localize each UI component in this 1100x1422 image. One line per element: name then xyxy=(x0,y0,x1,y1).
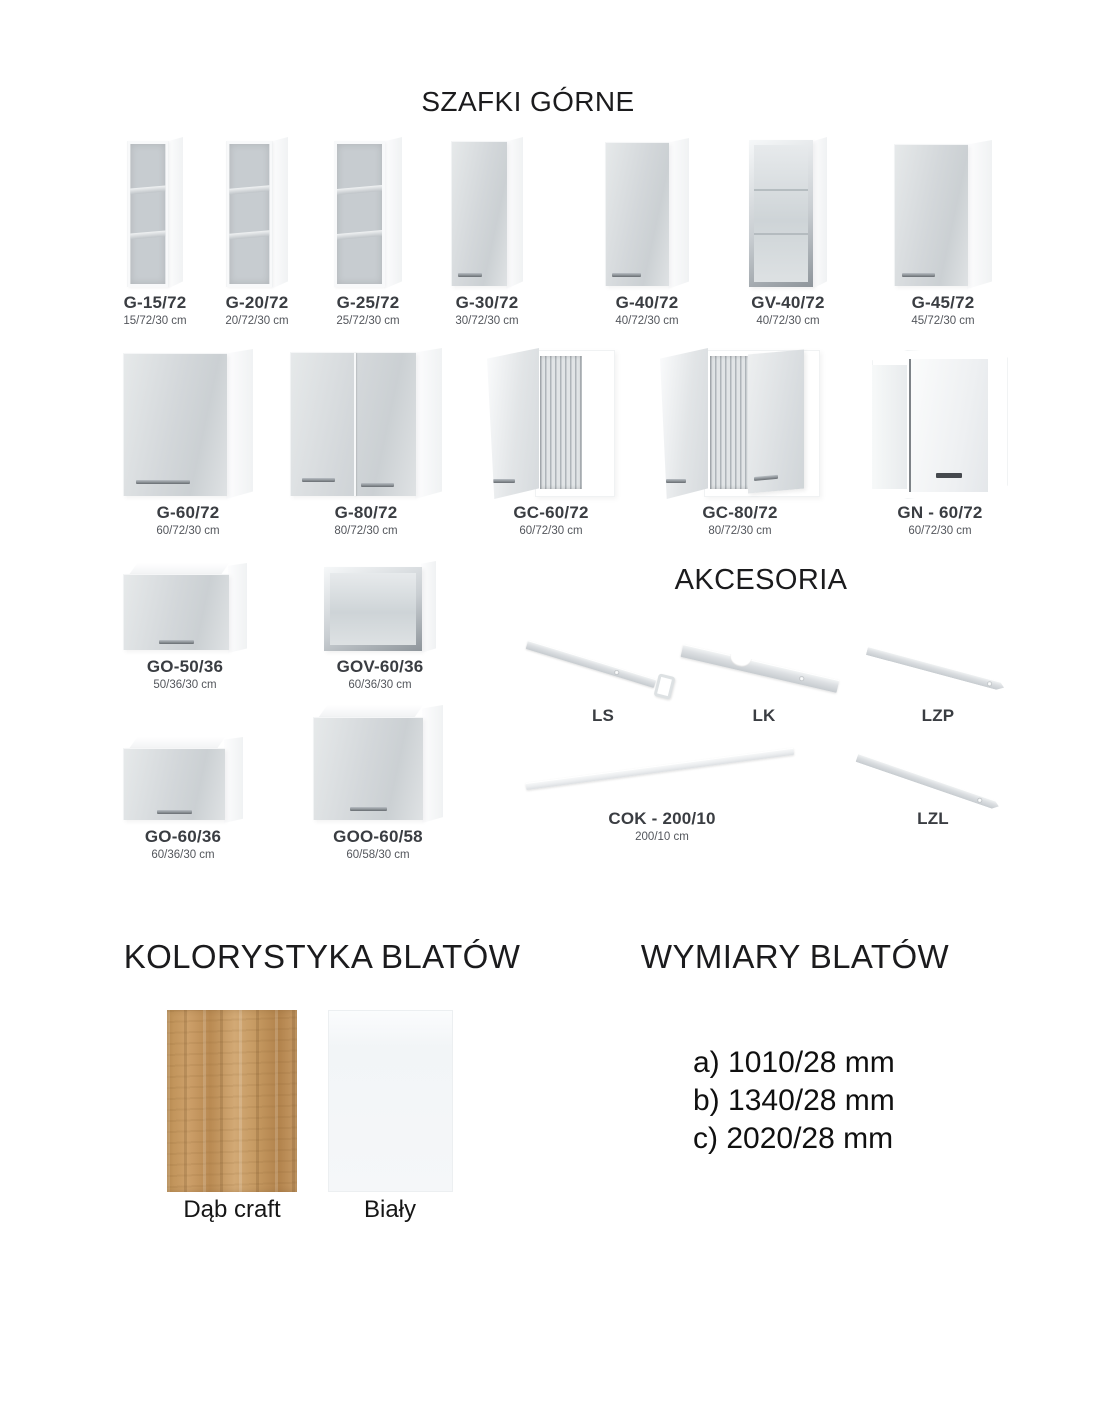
glass-shelf-line xyxy=(754,233,808,235)
accessory-code: LK xyxy=(752,706,776,725)
accessory-code: COK - 200/10 xyxy=(608,809,716,828)
accessory-card-lzp xyxy=(863,630,1013,726)
door-handle xyxy=(902,273,935,277)
flap-cabinet-render xyxy=(313,705,443,823)
door-handle xyxy=(159,640,195,644)
single-door-cabinet-render xyxy=(123,349,253,499)
single-door-cabinet-render xyxy=(894,140,992,289)
product-dimensions: 60/72/30 cm xyxy=(156,525,220,537)
cabinet-image xyxy=(324,559,436,653)
product-dimensions: 40/72/30 cm xyxy=(615,315,679,327)
accessories-title: AKCESORIA xyxy=(674,564,848,596)
upper-cabinets-title: SZAFKI GÓRNE xyxy=(421,86,635,117)
cabinet-side-panel xyxy=(668,138,689,289)
cabinet-image xyxy=(123,735,243,823)
cabinet-side-panel xyxy=(226,349,253,499)
cabinet-image xyxy=(605,133,689,289)
cabinet-image xyxy=(872,347,1008,499)
door-handle xyxy=(157,810,191,814)
product-code: GC-80/72 xyxy=(702,503,778,522)
cabinet-side-panel xyxy=(872,365,907,489)
flap-cabinet-render xyxy=(123,563,247,653)
screw-hole xyxy=(977,797,982,802)
worktop-profile-render xyxy=(853,747,1013,805)
product-card-gn-60-72 xyxy=(872,347,1008,537)
cabinet-image xyxy=(451,133,523,289)
single-door-cabinet-render xyxy=(451,137,523,289)
product-code: GN - 60/72 xyxy=(897,503,983,522)
product-code: G-45/72 xyxy=(911,293,975,312)
worktop-size-b: b) 1340/28 mm xyxy=(693,1084,895,1117)
accessory-card-ls xyxy=(525,630,681,726)
door-handle xyxy=(361,483,394,487)
worktop-dimensions-title: WYMIARY BLATÓW xyxy=(640,938,950,975)
worktop-color-swatch-white xyxy=(328,1010,453,1192)
product-code: G-20/72 xyxy=(225,293,289,312)
swatch-label-white: Biały xyxy=(363,1196,417,1223)
aluminum-door-frame xyxy=(324,567,422,651)
product-code: GOO-60/58 xyxy=(333,827,423,846)
cabinet-open-front xyxy=(226,141,272,287)
shelf xyxy=(130,186,165,195)
glass-shelf-line xyxy=(754,189,808,191)
shelf xyxy=(337,230,382,240)
product-code: G-40/72 xyxy=(615,293,679,312)
cabinet-side-panel xyxy=(167,137,183,289)
cabinet-side-panel xyxy=(421,561,436,653)
cabinet-image xyxy=(225,133,288,289)
cabinet-open-front xyxy=(127,141,168,287)
open-door-drainer-cabinet-render xyxy=(487,348,615,499)
worktop-color-swatch-oak xyxy=(167,1010,297,1192)
cabinet-image xyxy=(334,133,402,289)
cabinet-image xyxy=(487,347,615,499)
accessory-card-lzl xyxy=(853,745,1013,829)
product-card-g-30-72 xyxy=(451,133,523,327)
door-gap xyxy=(354,353,356,496)
worktop-profile-render xyxy=(678,632,850,702)
open-shelf-cabinet-render xyxy=(127,137,183,289)
cabinet-image xyxy=(290,347,442,499)
product-code: GOV-60/36 xyxy=(336,657,424,676)
flap-door xyxy=(123,574,229,650)
flap-door xyxy=(123,748,225,820)
accessory-card-cok xyxy=(522,747,802,843)
product-dimensions: 80/72/30 cm xyxy=(708,525,772,537)
cabinet-side-panel xyxy=(271,137,288,289)
cabinet-side-panel xyxy=(506,137,523,289)
worktop-size-a: a) 1010/28 mm xyxy=(693,1046,895,1079)
accessory-image xyxy=(853,745,1013,805)
door-handle xyxy=(350,807,387,811)
open-cabinet-door xyxy=(487,348,539,499)
corner-cabinet-render xyxy=(872,350,1008,499)
cabinet-door xyxy=(123,353,227,496)
frosted-glass-pane xyxy=(330,573,416,645)
accessory-code: LS xyxy=(591,706,615,725)
cabinet-door xyxy=(605,142,669,286)
cabinet-image xyxy=(123,561,247,653)
aluminum-strip xyxy=(526,640,657,688)
aluminum-strip xyxy=(866,646,1005,691)
profile-notch xyxy=(728,654,752,669)
product-dimensions: 20/72/30 cm xyxy=(225,315,289,327)
profile-end-clip xyxy=(653,673,675,699)
screw-hole xyxy=(987,681,992,686)
product-code: GO-60/36 xyxy=(144,827,222,846)
half-open-cabinet-door xyxy=(748,350,804,494)
cabinet-doors xyxy=(290,352,416,496)
product-dimensions: 50/36/30 cm xyxy=(153,679,217,691)
cabinet-side-panel xyxy=(228,563,247,653)
cabinet-image xyxy=(749,133,827,289)
product-card-gc-60-72 xyxy=(487,347,615,537)
corner-cabinet-door xyxy=(909,359,989,492)
door-handle xyxy=(666,479,686,483)
product-card-goo-60-58 xyxy=(313,703,443,861)
cabinet-side-panel xyxy=(415,348,442,499)
accessory-image xyxy=(863,630,1013,702)
cabinet-side-panel xyxy=(224,737,243,823)
product-code: GO-50/36 xyxy=(146,657,224,676)
product-card-g-45-72 xyxy=(894,133,992,327)
door-handle xyxy=(936,473,962,478)
product-code: G-60/72 xyxy=(156,503,220,522)
cabinet-carcass xyxy=(535,350,615,497)
product-card-g-60-72 xyxy=(123,347,253,537)
accessory-image xyxy=(678,630,850,702)
aluminum-door-frame xyxy=(749,140,813,287)
door-handle xyxy=(754,475,779,481)
product-dimensions: 40/72/30 cm xyxy=(756,315,820,327)
shelf xyxy=(229,186,269,195)
product-dimensions: 80/72/30 cm xyxy=(334,525,398,537)
open-shelf-cabinet-render xyxy=(226,137,288,289)
open-cabinet-door xyxy=(660,348,708,499)
screw-hole xyxy=(799,676,804,681)
cabinet-top-panel xyxy=(319,705,423,717)
cabinet-side-panel xyxy=(422,705,443,823)
product-card-go-50-36 xyxy=(123,561,247,691)
screw-hole xyxy=(615,670,620,675)
accessory-dimensions: 200/10 cm xyxy=(635,831,689,843)
cabinet-image xyxy=(894,133,992,289)
product-card-g-40-72 xyxy=(605,133,689,327)
door-handle xyxy=(612,273,640,277)
product-card-gv-40-72 xyxy=(749,133,827,327)
product-code: G-15/72 xyxy=(123,293,187,312)
cabinet-side-panel xyxy=(384,137,402,289)
frosted-glass-pane xyxy=(754,145,808,282)
product-dimensions: 15/72/30 cm xyxy=(123,315,187,327)
double-door-cabinet-render xyxy=(290,348,442,499)
product-code: G-30/72 xyxy=(455,293,519,312)
door-handle xyxy=(458,273,483,277)
accessory-image xyxy=(525,630,681,702)
cabinet-image xyxy=(660,347,820,499)
product-code: G-25/72 xyxy=(336,293,400,312)
product-dimensions: 30/72/30 cm xyxy=(455,315,519,327)
cabinet-image xyxy=(123,133,186,289)
accessory-code: LZL xyxy=(917,809,949,828)
product-dimensions: 60/72/30 cm xyxy=(908,525,972,537)
product-dimensions: 60/72/30 cm xyxy=(519,525,583,537)
product-card-g-80-72 xyxy=(290,347,442,537)
accessory-image xyxy=(522,747,802,805)
shelf xyxy=(337,185,382,195)
product-code: GV-40/72 xyxy=(751,293,825,312)
worktop-profile-render xyxy=(863,632,1013,702)
cabinet-image xyxy=(123,347,253,499)
door-handle xyxy=(302,478,335,482)
flap-door xyxy=(313,717,423,820)
product-card-g-20-72 xyxy=(225,133,288,327)
shelf xyxy=(130,231,165,240)
product-dimensions: 45/72/30 cm xyxy=(911,315,975,327)
worktop-profile-render xyxy=(525,632,681,702)
product-dimensions: 25/72/30 cm xyxy=(336,315,400,327)
door-handle xyxy=(493,479,515,483)
product-dimensions: 60/58/30 cm xyxy=(346,849,410,861)
swatch-label-oak: Dąb craft xyxy=(183,1196,281,1223)
glass-door-cabinet-render xyxy=(749,137,827,289)
product-card-gc-80-72 xyxy=(660,347,820,537)
open-shelf-cabinet-render xyxy=(334,137,402,289)
cabinet-image xyxy=(313,703,443,823)
aluminum-strip xyxy=(856,753,1001,810)
cabinet-door xyxy=(451,141,507,286)
cabinet-side-panel xyxy=(967,140,992,289)
shelf xyxy=(229,230,269,239)
plinth-strip-render xyxy=(522,749,802,805)
single-door-cabinet-render xyxy=(605,138,689,289)
accessory-card-lk xyxy=(678,630,850,726)
product-dimensions: 60/36/30 cm xyxy=(348,679,412,691)
product-dimensions: 60/36/30 cm xyxy=(151,849,215,861)
product-card-gov-60-36 xyxy=(324,559,436,691)
cabinet-open-front xyxy=(334,141,385,287)
product-card-go-60-36 xyxy=(123,735,243,861)
product-code: G-80/72 xyxy=(334,503,398,522)
product-code: GC-60/72 xyxy=(513,503,589,522)
product-card-g-25-72 xyxy=(334,133,402,327)
worktop-colors-title: KOLORYSTYKA BLATÓW xyxy=(123,938,521,975)
cabinet-door xyxy=(894,144,968,286)
accessory-code: LZP xyxy=(921,706,955,725)
dish-drainer-rack xyxy=(540,356,582,489)
cabinet-side-panel xyxy=(812,137,827,289)
plinth-strip xyxy=(526,748,795,790)
double-open-door-drainer-cabinet-render xyxy=(660,348,820,499)
worktop-size-c: c) 2020/28 mm xyxy=(693,1122,894,1155)
door-handle xyxy=(136,480,190,484)
flap-cabinet-render xyxy=(123,737,243,823)
product-card-g-15-72 xyxy=(123,133,186,327)
aluminum-strip xyxy=(681,644,840,693)
glass-flap-cabinet-render xyxy=(324,561,436,653)
